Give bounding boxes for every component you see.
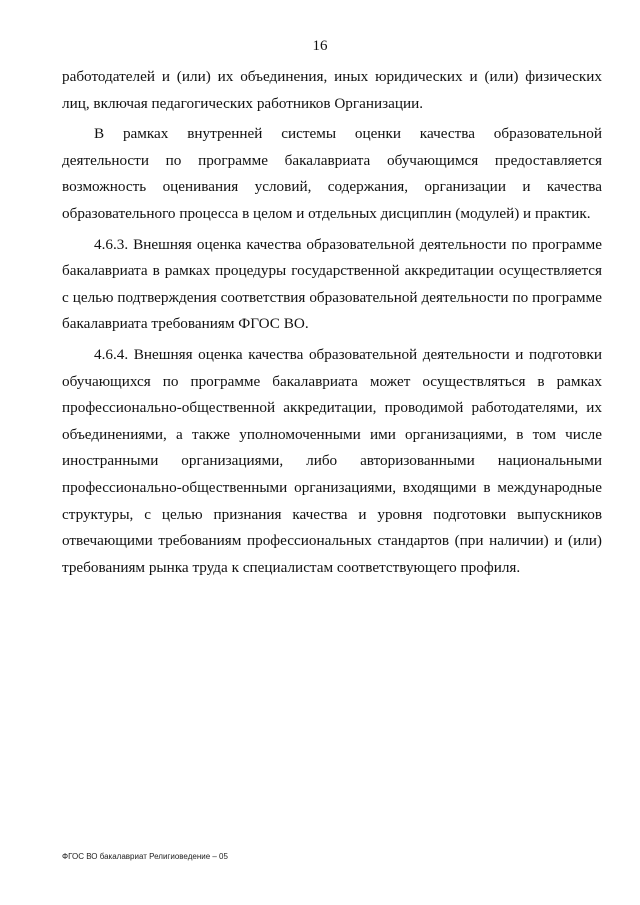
page-number: 16 [312, 38, 328, 54]
paragraph-4-6-3: 4.6.3. Внешняя оценка качества образовательной деятельности по программе бакалавриата в рамках процедуры государственной аккредитации осуществляется с целью подтверждения соответствия образовательной деятельности по программе бакалавриата требованиям ФГОС ВО. [62, 235, 602, 333]
paragraph-continuation: работодателей и (или) их объединения, иных юридических и (или) физических лиц, включая педагогических работников Организации. [62, 68, 602, 112]
paragraph-4-6-4: 4.6.4. Внешняя оценка качества образовательной деятельности и подготовки обучающихся по программе бакалавриата может осуществляться в рамках профессионально-общественной аккредитации, проводимой работодателями, их объединениями, а также уполномоченными ими организациями, в том числе иностранными организациями, либо авторизованными национальными профессионально-общественными организациями, входящими в международные структуры, с целью признания качества и уровня подготовки выпускников отвечающими требованиям профессиональных стандартов (при наличии) и (или) требованиям рынка труда к специалистам соответствующего профиля. [62, 345, 602, 576]
paragraph-internal-assessment: В рамках внутренней системы оценки качества образовательной деятельности по программе бакалавриата обучающимся предоставляется возможность оценивания условий, содержания, организации и качества образовательного процесса в целом и отдельных дисциплин (модулей) и практик. [62, 125, 602, 222]
document-body [62, 64, 602, 585]
page-footer: ФГОС ВО бакалавриат Религиоведение – 05 [62, 852, 228, 861]
